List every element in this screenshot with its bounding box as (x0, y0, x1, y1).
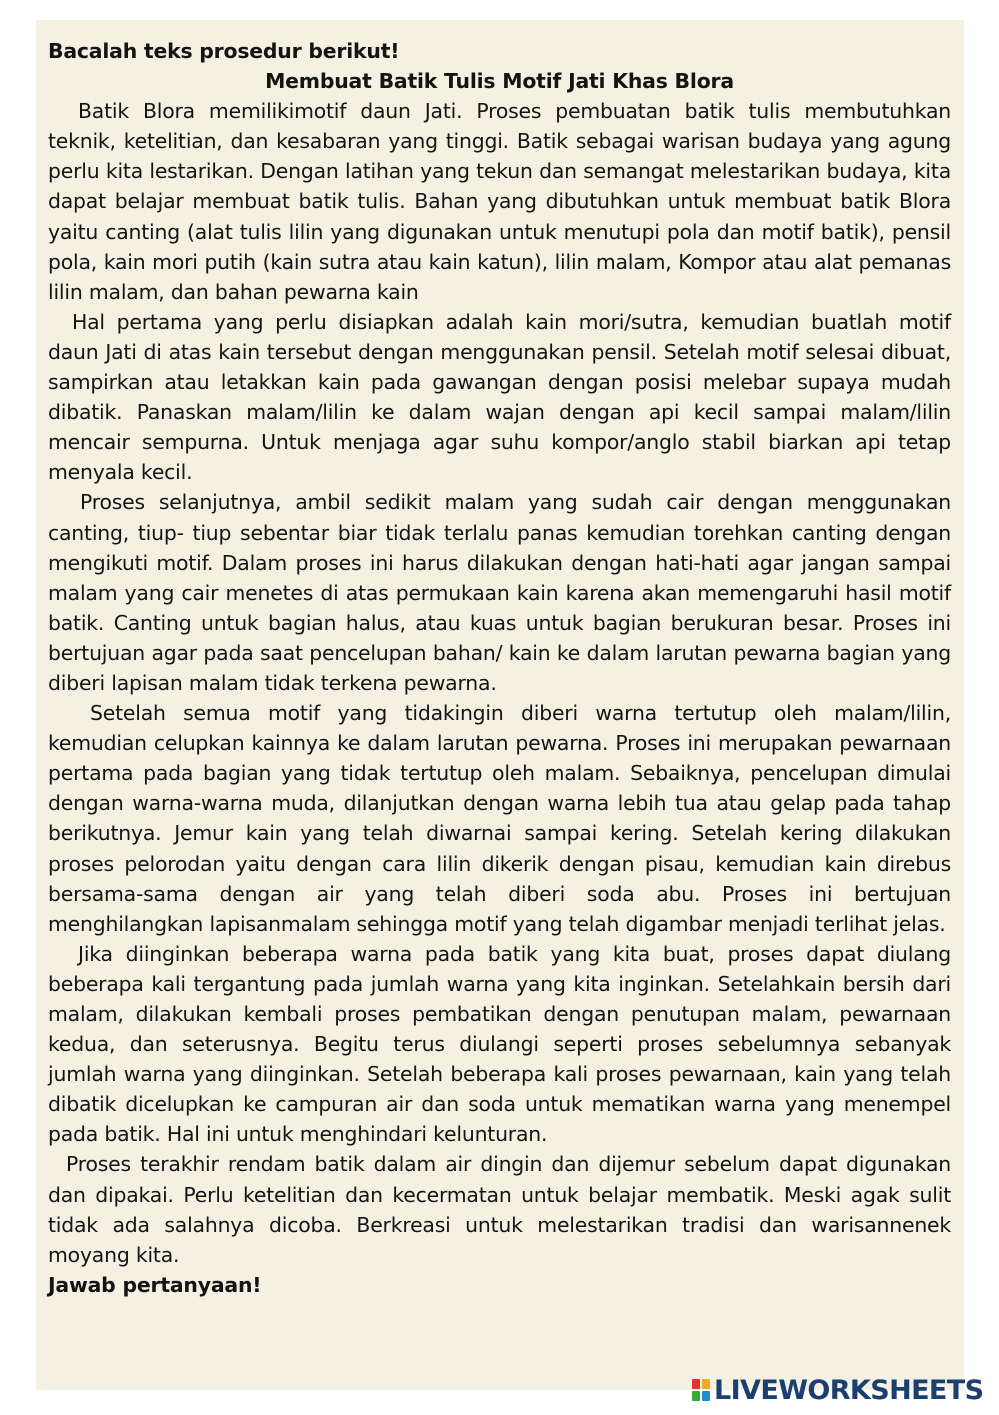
document-title: Membuat Batik Tulis Motif Jati Khas Blora (265, 69, 734, 94)
instruction-heading: Bacalah teks prosedur berikut! (48, 39, 400, 63)
logo-square-blue (702, 1391, 710, 1401)
document-body (48, 36, 951, 1300)
logo-square-red (692, 1379, 700, 1389)
paragraph-3: Proses selanjutnya, ambil sedikit malam yang sudah cair dengan menggunakan canting, tiup- tiup sebentar biar tidak terlalu panas kemudian torehkan canting dengan mengikuti motif. Dalam proses ini harus dilakukan dengan hati-hati agar jangan sampai malam yang cair menetes di atas permukaan kain karena akan memengaruhi hasil motif batik. Canting untuk bagian halus, atau kuas untuk bagian berukuran besar. Proses ini bertujuan agar pada saat pencelupan bahan/ kain ke dalam larutan pewarna bagian yang diberi lapisan malam tidak terkena pewarna. (48, 490, 951, 695)
logo-square-green (692, 1391, 700, 1401)
paragraph-5: Jika diinginkan beberapa warna pada batik yang kita buat, proses dapat diulang beberapa kali tergantung pada jumlah warna yang kita inginkan. Setelahkain bersih dari malam, dilakukan kembali proses pembatikan dengan penutupan malam, pewarnaan kedua, dan seterusnya. Begitu terus diulangi seperti proses sebelumnya sebanyak jumlah warna yang diinginkan. Setelah beberapa kali proses pewarnaan, kain yang telah dibatik dicelupkan ke campuran air dan soda untuk mematikan warna yang menempel pada batik. Hal ini untuk menghindari kelunturan. (48, 941, 951, 1147)
paragraph-4: Setelah semua motif yang tidakingin diberi warna tertutup oleh malam/lilin, kemudian celupkan kainnya ke dalam larutan pewarna. Proses ini merupakan pewarnaan pertama pada bagian yang tidak tertutup oleh malam. Sebaiknya, pencelupan dimulai dengan warna-warna muda, dilanjutkan dengan warna lebih tua atau gelap pada tahap berikutnya. Jemur kain yang telah diwarnai sampai kering. Setelah kering dilakukan proses pelorodan yaitu dengan cara lilin dikerik dengan pisau, kemudian kain direbus bersama-sama dengan air yang telah diberi soda abu. Proses ini bertujuan menghilangkan lapisanmalam sehingga motif yang telah digambar menjadi terlihat jelas. (48, 701, 951, 936)
logo-square-orange (702, 1379, 710, 1389)
liveworksheets-brand (692, 1372, 983, 1408)
paragraph-2: Hal pertama yang perlu disiapkan adalah kain mori/sutra, kemudian buatlah motif daun Jati di atas kain tersebut dengan menggunakan pensil. Setelah motif selesai dibuat, sampirkan atau letakkan kain pada gawangan dengan posisi melebar supaya mudah dibatik. Panaskan malam/lilin ke dalam wajan dengan api kecil sampai malam/lilin mencair sempurna. Untuk menjaga agar suhu kompor/anglo stabil biarkan api tetap menyala kecil. (48, 309, 951, 485)
liveworksheets-wordmark: LIVEWORKSHEETS (714, 1374, 984, 1406)
paragraph-6: Proses terakhir rendam batik dalam air dingin dan dijemur sebelum dapat digunakan dan dipakai. Perlu ketelitian dan kecermatan untuk belajar membatik. Meski agak sulit tidak ada salahnya dicoba. Berkreasi untuk melestarikan tradisi dan warisannenek moyang kita. (48, 1152, 951, 1267)
liveworksheets-logo-icon (692, 1379, 710, 1401)
paragraph-1: Batik Blora memilikimotif daun Jati. Proses pembuatan batik tulis membutuhkan teknik, ketelitian, dan kesabaran yang tinggi. Batik sebagai warisan budaya yang agung perlu kita lestarikan. Dengan latihan yang tekun dan semangat melestarikan budaya, kita dapat belajar membuat batik tulis. Bahan yang dibutuhkan untuk membuat batik Blora yaitu canting (alat tulis lilin yang digunakan untuk menutupi pola dan motif batik), pensil pola, kain mori putih (kain sutra atau kain katun), lilin malam, Kompor atau alat pemanas lilin malam, dan bahan pewarna kain (48, 99, 951, 304)
question-heading: Jawab pertanyaan! (48, 1272, 262, 1297)
